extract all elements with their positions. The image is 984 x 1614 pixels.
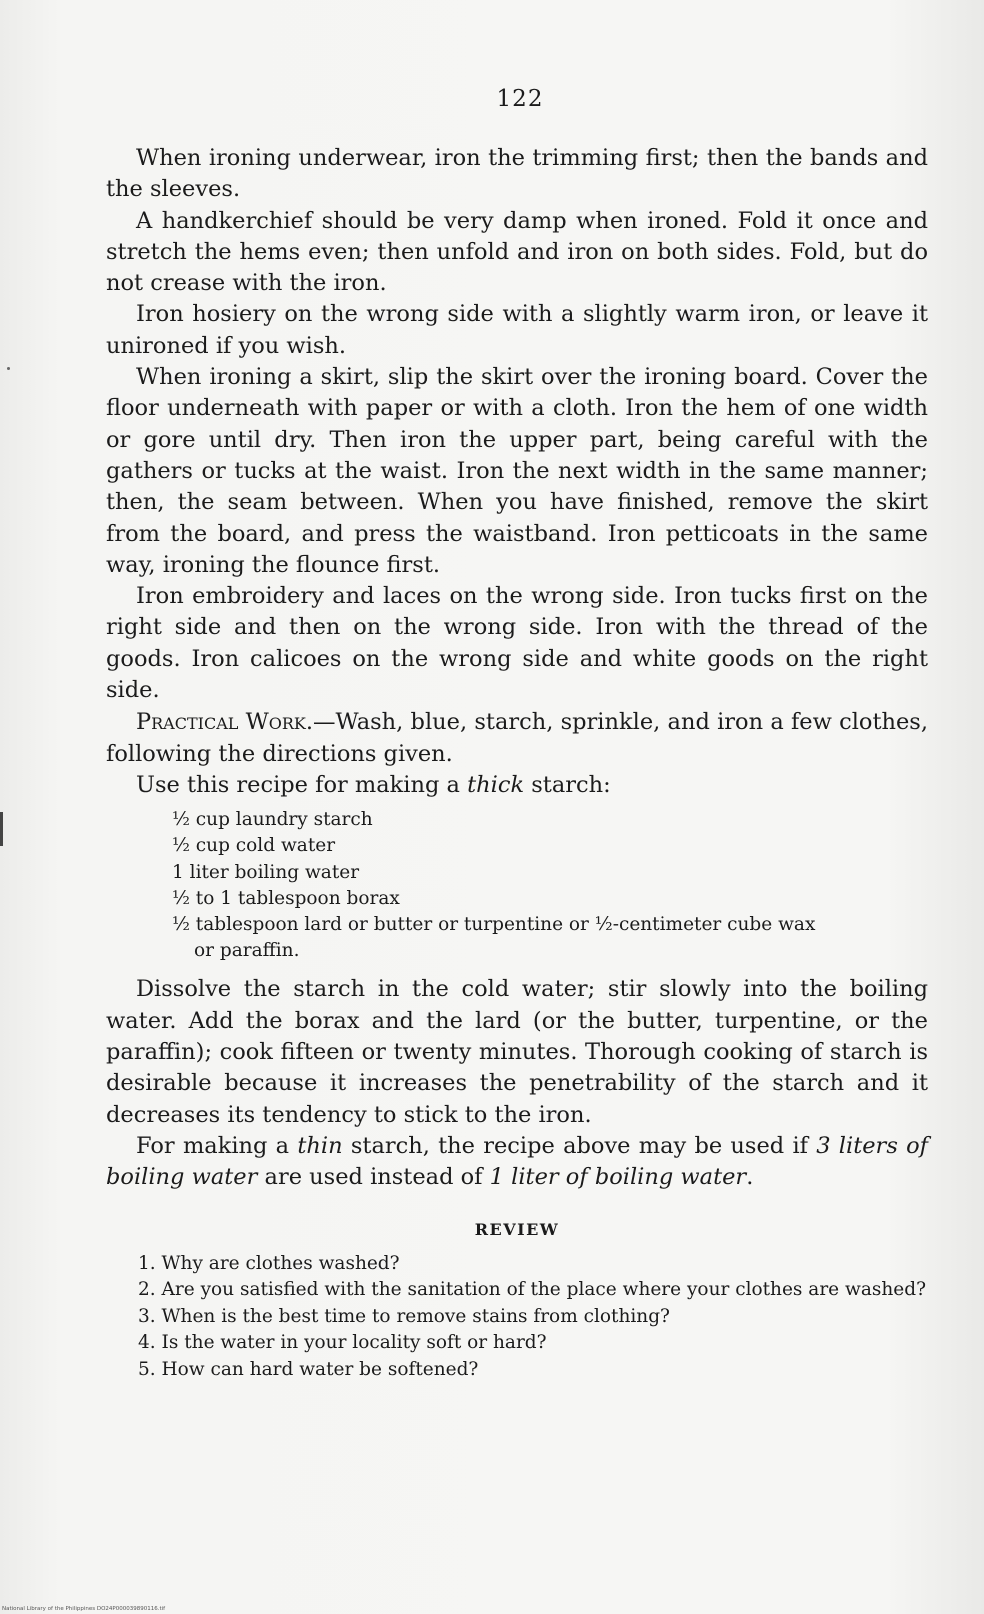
recipe-item: ½ tablespoon lard or butter or turpentine or ½-centimeter cube wax [172,914,816,936]
recipe-intro [106,770,928,801]
recipe-intro-end: starch: [524,771,611,798]
paragraph-underwear: When ironing underwear, iron the trimming first; then the bands and the sleeves. [106,145,928,203]
thin-emphasis-2: 3 liters of boiling water [106,1132,928,1191]
page-body [106,143,928,1383]
thin-text-1: For making a [136,1132,298,1159]
page-number: 122 [496,86,544,112]
thin-text-3: are used instead of [257,1164,490,1191]
recipe-item: ½ cup laundry starch [172,809,373,831]
recipe-item-continuation: or paraffin. [194,940,300,962]
practical-work-label: Practical Work. [136,709,314,736]
scan-speck [7,367,10,370]
paragraph-practical-work [106,707,928,770]
review-heading: REVIEW [474,1219,560,1239]
practical-work-text: —Wash, blue, starch, sprinkle, and iron a few clothes, following the directions given. [106,709,929,767]
thin-emphasis-1: thin [297,1132,343,1159]
review-questions [106,1251,928,1384]
paragraph-dissolve: Dissolve the starch in the cold water; stir slowly into the boiling water. Add the borax and the lard (or the butter, turpentine, or the paraffin); cook fifteen or twenty minutes. Thorough cooking of starch is desirable because it increases the penetrability of the starch and it decreases its tendency to stick to the iron. [106,976,928,1128]
paragraph-skirt: When ironing a skirt, slip the skirt over the ironing board. Cover the floor underneath with paper or with a cloth. Iron the hem of one width or gore until dry. Then iron the upper part, being careful with the gathers or tucks at the waist. Iron the next width in the same manner; then, the seam between. When you have finished, remove the skirt from the board, and press the waistband. Iron petticoats in the same way, ironing the flounce first. [106,364,928,578]
thin-emphasis-3: 1 liter of boiling water [489,1164,747,1191]
paragraph-embroidery: Iron embroidery and laces on the wrong side. Iron tucks first on the right side and then on the wrong side. Iron with the thread of the goods. Iron calicoes on the wrong side and white goods on the right side. [106,583,928,704]
review-question: 2. Are you satisfied with the sanitation of the place where your clothes are washed? [138,1279,926,1301]
thin-text-2: starch, the recipe above may be used if [342,1132,817,1159]
review-question: 4. Is the water in your locality soft or hard? [138,1332,547,1354]
thin-text-4: . [746,1164,754,1191]
recipe-intro-text: Use this recipe for making a [136,771,468,798]
paragraph-thin-starch [106,1131,928,1194]
recipe-item: 1 liter boiling water [172,861,360,883]
recipe-intro-emphasis: thick [467,771,525,798]
recipe-list [172,807,928,964]
review-question: 5. How can hard water be softened? [138,1358,479,1380]
paragraph-hosiery: Iron hosiery on the wrong side with a slightly warm iron, or leave it unironed if you wish. [106,301,928,359]
paragraph-handkerchief: A handkerchief should be very damp when ironed. Fold it once and stretch the hems even; then unfold and iron on both sides. Fold, but do not crease with the iron. [106,207,928,297]
scan-edge-mark [0,812,3,846]
scan-footer-label: National Library of the Philippines DO24P000039890116.tif [2,1606,166,1612]
review-question: 3. When is the best time to remove stains from clothing? [138,1305,670,1327]
review-question: 1. Why are clothes washed? [138,1252,400,1274]
recipe-item: ½ to 1 tablespoon borax [172,887,400,909]
recipe-item: ½ cup cold water [172,835,336,857]
